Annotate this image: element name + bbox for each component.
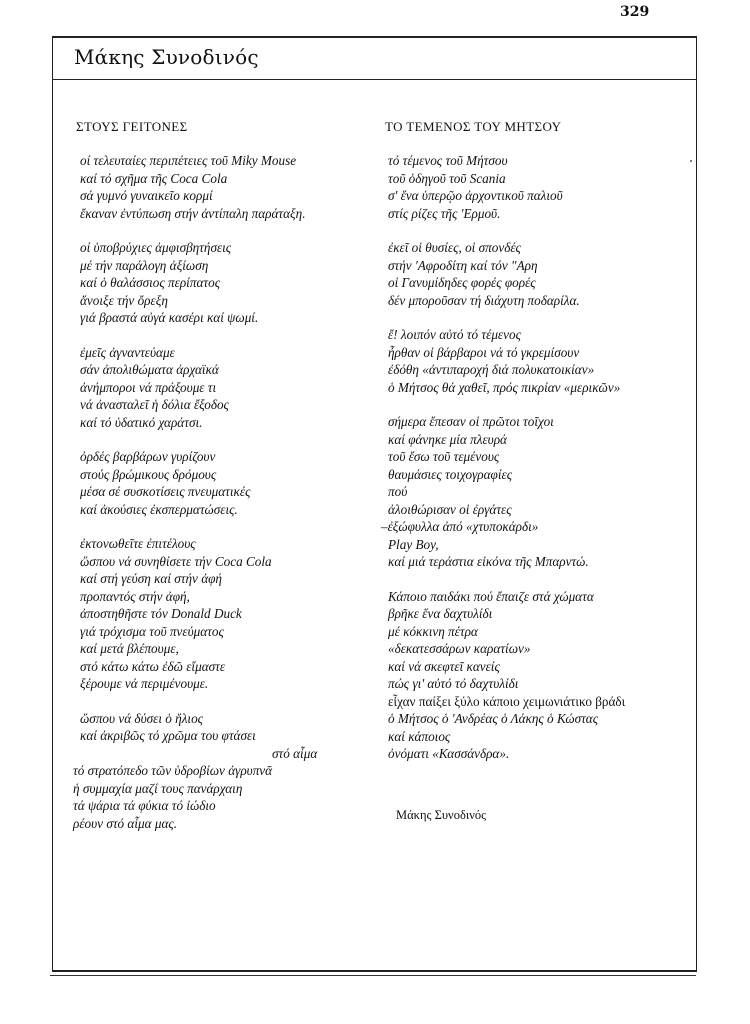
print-speck [690, 160, 692, 162]
poem-line: καί μιά τεράστια εἰκόνα τῆς Μπαρντώ. [388, 554, 589, 569]
poem-line: ξέρουμε νά περιμένουμε. [80, 676, 209, 691]
poem-line: τά ψάρια τά φύκια τό ἰώδιο [73, 798, 216, 813]
poem-line: ἦρθαν οἱ βάρβαροι νά τό γκρεμίσουν [388, 344, 580, 360]
poem-line: σάν ἀπολιθώματα ἀρχαϊκά [80, 362, 219, 377]
poem-line: οἱ Γανυμίδηδες φορές φορές [388, 275, 536, 290]
poem-line: πού [388, 484, 408, 499]
poem-line: δέν μποροῦσαν τή διάχυτη ποδαρίλα. [388, 292, 580, 308]
poem-line: καί ὁ θαλάσσιος περίπατος [80, 275, 221, 290]
poem-line: ἐδόθη «ἀντιπαροχή διά πολυκατοικίαν» [388, 362, 595, 377]
poem-line: σά γυμνό γυναικεῖο κορμί [80, 188, 213, 203]
poem-line: στό κάτω κάτω ἐδῶ εἴμαστε [80, 658, 226, 674]
stanza [388, 152, 625, 222]
poem-line: ἡ συμμαχία μαζί τους πανάρχαιη [73, 780, 243, 796]
poem-line: ρέουν στό αἷμα μας. [73, 815, 178, 831]
poem-line: οί τελευταίες περιπέτειες τοῦ Miky Mouse [80, 153, 297, 168]
poem-line: ἐκτονωθεῖτε ἐπιτέλους [80, 536, 196, 551]
poem-line: καί τό ὑδατικό χαράτσι. [80, 414, 203, 430]
stanza [80, 239, 317, 327]
stanza [388, 588, 625, 763]
poem-line: γιά τρόχισμα τοῦ πνεύματος [80, 623, 224, 639]
poem-line: μέσα σέ συσκοτίσεις πνευματικές [80, 484, 251, 499]
poem-line: ἔκαναν ἐντύπωση στήν ἀντίπαλη παράταξη. [80, 205, 306, 221]
poem-line: καί φάνηκε μία πλευρά [388, 431, 507, 447]
poem-line: βρῆκε ἕνα δαχτυλίδι [388, 606, 493, 621]
poem-line: στήν 'Αφροδίτη καί τόν "Αρη [388, 257, 538, 273]
stanza [80, 344, 317, 432]
poem-line: καί κάποιος [388, 728, 451, 744]
poem-line: καί στή γεύση καί στήν ἀφή [80, 571, 222, 586]
poem-line: Κάποιο παιδάκι πού ἔπαιζε στά χώματα [388, 588, 594, 604]
signature: Μάκης Συνοδινός [396, 808, 487, 822]
poem-line: εἶχαν παίξει ξύλο κάποιο χειμωνιάτικο βράδι [388, 693, 626, 709]
stanza [381, 413, 625, 536]
poem-line: πώς γι' αὐτό τό δαχτυλίδι [388, 676, 519, 691]
poem-line: στούς βρώμικους δρόμους [80, 466, 217, 482]
poem-line: σ' ἕνα ὑπερῷο ἀρχοντικοῦ παλιοῦ [388, 188, 563, 203]
poem-line-hanging: –ἐξώφυλλα ἀπό «χτυποκάρδι» [381, 519, 539, 534]
poem-line: Play Boy, [388, 536, 439, 552]
poem-line: καί ἀκριβῶς τό χρῶμα του φτάσει [80, 728, 256, 743]
stanza [388, 239, 625, 309]
left-poem-title: ΣΤΟΥΣ ΓΕΙΤΟΝΕΣ [76, 119, 188, 134]
poem-line: ὥσπου νά δύσει ὁ ἥλιος [80, 710, 204, 726]
poem-line: τό στρατόπεδο τῶν ὑδροβίων ἀγρυπνᾶ [73, 763, 273, 778]
page-number: 329 [620, 4, 650, 20]
stanza [80, 535, 317, 693]
right-poem-title: ΤΟ ΤΕΜΕΝΟΣ ΤΟΥ ΜΗΤΣΟΥ [385, 119, 562, 134]
poem-line: ὀρδές βαρβάρων γυρίζουν [80, 449, 216, 464]
poem-line: ἐμεῖς ἀγναντεύαμε [80, 344, 175, 360]
poem-line: καί νά σκεφτεῖ κανείς [388, 658, 500, 674]
poem-line: ἄνοιξε τήν ὄρεξη [80, 292, 168, 308]
poem-line: καί ἀκούσιες ἐκσπερματώσεις. [80, 501, 238, 517]
poem-line: προπαντός στήν ἀφή, [80, 588, 190, 604]
poem-line: καί μετά βλέπουμε, [80, 641, 179, 656]
poem-line: σήμερα ἔπεσαν οἱ πρῶτοι τοῖχοι [388, 414, 554, 429]
poem-line: τό τέμενος τοῦ Μήτσου [388, 153, 508, 168]
poem-line: νά ἀνασταλεῖ ἡ δόλια ἔξοδος [80, 397, 229, 412]
poem-line: οί ὑποβρύχιες ἀμφισβητήσεις [80, 240, 232, 255]
poem-line: ἀποστηθῆστε τόν Donald Duck [80, 606, 242, 621]
poem-line: καί τό σχῆμα τῆς Coca Cola [80, 170, 228, 186]
poem-line: τοῦ ὁδηγοῦ τοῦ Scania [388, 170, 506, 186]
right-poem-body [381, 152, 626, 780]
poem-line: «δεκατεσσάρων καρατίων» [388, 641, 531, 656]
stanza [388, 536, 625, 571]
poem-line: ὁ Μήτσος ὁ 'Ανδρέας ὁ Λάκης ὁ Κώστας [388, 711, 599, 726]
poem-line: θαυμάσιες τοιχογραφίες [388, 466, 513, 482]
stanza [80, 152, 317, 222]
poem-line: στίς ρίζες τῆς 'Ερμοῦ. [388, 205, 501, 221]
left-poem-body [73, 152, 318, 849]
poem-line: ἀλοιθώρισαν οἱ ἐργάτες [388, 501, 512, 517]
poem-line: ἐκεῖ οἱ θυσίες, οἱ σπονδές [388, 240, 521, 255]
poem-line: μέ τήν παράλογη ἀξίωση [80, 257, 209, 273]
stanza [73, 710, 318, 833]
poem-line: γιά βραστά αὐγά κασέρι καί ψωμί. [80, 310, 259, 325]
author-heading: Μάκης Συνοδινός [74, 45, 259, 69]
poem-line: ἀνήμποροι νά πράξουμε τι [80, 379, 217, 395]
stanza [388, 326, 625, 396]
poem-line: ὀνόματι «Κασσάνδρα». [388, 746, 510, 761]
poem-line: ἔ! λοιπόν αὐτό τό τέμενος [388, 327, 521, 342]
poem-line: ὁ Μήτσος θά χαθεῖ, πρός πικρίαν «μερικῶν» [388, 379, 621, 395]
poem-line: τοῦ ἔσω τοῦ τεμένους [388, 449, 500, 464]
poem-line: μέ κόκκινη πέτρα [388, 623, 478, 639]
stanza [80, 448, 317, 518]
poem-line-indented: στό αἷμα [272, 745, 318, 761]
poem-line: ὥσπου νά συνηθίσετε τήν Coca Cola [80, 553, 272, 569]
